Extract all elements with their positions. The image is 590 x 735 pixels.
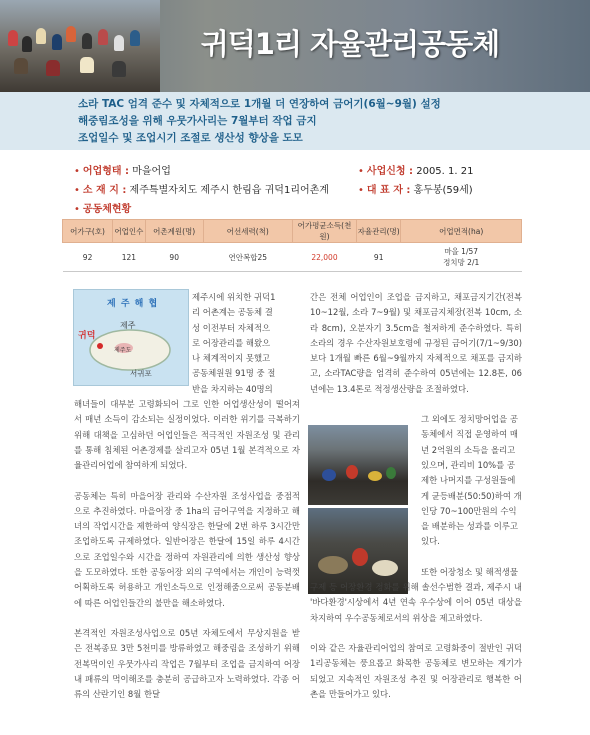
island-label: 제주도 [114, 347, 132, 354]
table-header: 자율관리(명) [357, 220, 401, 243]
table-header: 어선세력(척) [203, 220, 292, 243]
info-date-value: 2005. 1. 21 [416, 166, 474, 177]
right-wrap-line: 게 균등배분(50:50)하여 개 [421, 490, 522, 501]
info-date-label: 사업신청 : [366, 166, 414, 177]
table-header: 어업인수 [113, 220, 146, 243]
page-title: 귀덕1리 자율관리공동체 [200, 27, 500, 61]
area-line: 마을 1/57 [444, 247, 479, 256]
village-label: 귀덕 [78, 331, 96, 341]
summary-line: 소라 TAC 엄격 준수 및 자체적으로 1개월 더 연장하여 금어기(6월~9월) 설정 [78, 98, 441, 110]
summary-line: 해중림조성을 위해 우뭇가사리는 7월부터 작업 금지 [78, 115, 317, 127]
info-location-label: 소 재 지 : [82, 185, 127, 196]
table-cell: 92 [63, 243, 113, 272]
table-header: 어업면적(ha) [401, 220, 522, 243]
left-column [74, 290, 300, 717]
table-row [63, 243, 522, 272]
status-table [62, 219, 522, 272]
table-cell: 121 [113, 243, 146, 272]
table-cell: 22,000 [292, 243, 356, 272]
right-wrap-block [421, 412, 522, 580]
right-wrap-line: 그 외에도 정치망어업을 공 [421, 414, 518, 425]
summary-line: 조업일수 및 조업시기 조절로 생산성 향상을 도모 [78, 132, 303, 144]
left-wrap-line: 성 이전부터 자체적으 [192, 322, 271, 333]
table-cell: 91 [357, 243, 401, 272]
sea-label: 제 주 해 협 [107, 299, 159, 309]
info-location-value: 제주특별자치도 제주시 한림읍 귀덕1리어촌계 [129, 185, 329, 196]
header-banner [0, 0, 590, 92]
table-cell: 연안복합25 [203, 243, 292, 272]
table-cell-area [401, 243, 522, 272]
left-wrap-line: 로 어장관리를 해왔으 [192, 337, 271, 348]
left-paragraph: 본격적인 자원조성사업으로 05년 자체도에서 무상지원을 받은 전복종묘 3만 5천미를 방류하였고 해중림을 조성하기 위해 전복먹이인 우뭇가사리 작업은 7월부터 조업을 금지하여 어장내 패류의 먹이해조를 충분히 공급하고자 노력하였다. 각종 어류의 산란기인 8월 한달 [74, 627, 300, 700]
left-wrap-line: 공동체원원 91명 중 절 [192, 368, 276, 379]
right-paragraph: 간은 전체 어업인이 조업을 금지하고, 채포금지기간(전복 10~12월, 소라 7~9월) 및 채포금지체장(전복 10cm, 소라 8cm), 오분자기 3.5cm을 철저하게 준수하였다. 특히 소라의 경우 수산자원보호령에 규정된 금어기(7/1~9/30)보다 1개월 빠른 6월~9월까지 자체적으로 채포를 금지하고, 소라TAC량을 엄격히 준수하여 05년에는 12.8톤, 06년에는 13.4톤로 적정생산량을 조절하였다. [310, 292, 522, 394]
area-line: 정치망 2/1 [443, 258, 480, 267]
info-location: • 소 재 지 : 제주특별자치도 제주시 한림읍 귀덕1리어촌계 [74, 185, 329, 196]
summary-box [0, 92, 590, 150]
left-paragraph: 공동체는 특히 마을어장 관리와 수산자원 조성사업을 중점적으로 추진하였다. 마을어장 중 1ha의 금어구역을 지정하고 해녀의 작업시간을 제한하여 양식장은 한달에 2번 하루 3시간만 조업하도록 규제하였다. 일반어장은 한달에 15일 하루 4시간으로 조업일수와 시간을 정하여 자원관리에 의한 생산성 향상을 도모하였다. 또한 공동어장 외의 구역에서는 개인이 능력껏 어획하도록 허용하고 개인소득으로 인정해줌으로써 공동분배에 따른 어업인들간의 불만을 해소하였다. [74, 490, 300, 608]
right-wrap-line: 년 2억원의 소득을 올리고 [421, 444, 516, 455]
table-header: 어가구(호) [63, 220, 113, 243]
info-type-label: 어업형태 : [82, 166, 130, 177]
info-date: • 사업신청 : 2005. 1. 21 [358, 166, 474, 177]
info-status-label: 공동체현황 [82, 204, 132, 215]
left-wrap-line: 리 어촌계는 공동체 결 [192, 307, 273, 318]
left-wrap-line: 나 체계적이지 못했고 [192, 353, 271, 364]
spacer [421, 550, 522, 565]
right-wrap-line: 또한 어장청소 및 해적생물 [421, 566, 518, 577]
right-wrap-line: 인당 70~100만원의 수익 [421, 505, 517, 516]
right-wrap-line: 있다. [421, 536, 440, 547]
left-wrap-line: 반을 차지하는 40명의 [192, 383, 273, 394]
south-city-label: 서귀포 [130, 369, 152, 378]
info-rep-value: 홍두봉(59세) [413, 185, 473, 196]
right-paragraph: 구제 등 어장환경 정화를 위해 솔선수범한 결과, 제주시 내 '바다환경'시상에서 4년 연속 우수상에 이어 05년 대상을 차지하여 우수공동체로서의 위상을 제고하였다. [310, 582, 522, 623]
table-cell: 90 [145, 243, 203, 272]
right-wrap-line: 제한 나머지를 구성원들에 [421, 475, 516, 486]
right-wrap-line: 동체에서 직접 운영하여 매 [421, 429, 518, 440]
city-label: 제주 [120, 321, 136, 330]
info-type-value: 마을어업 [132, 166, 171, 177]
left-wrap-line: 제주시에 위치한 귀덕1 [192, 292, 276, 302]
left-paragraph: 해녀들이 대부분 고령화되어 그로 인한 어업생산성이 떨어져서 매년 소득이 감소되는 실정이었다. 이러한 위기를 극복하기 위해 대책을 고심하던 어업인들은 적극적인 자원조성 및 관리를 통해 침체된 어촌경제를 살리고자 05년 1월 본격적으로 자율관리어업에 참여하게 되었다. [74, 399, 300, 471]
info-rep-label: 대 표 자 : [366, 185, 411, 196]
right-column [310, 290, 522, 717]
right-wrap-line: 을 배분하는 성과를 이루고 [421, 521, 518, 532]
table-header: 어가평균소득(천원) [292, 220, 356, 243]
info-type: • 어업형태 : 마을어업 [74, 166, 171, 177]
table-header-row [63, 220, 522, 243]
table-header: 어촌계원(명) [145, 220, 203, 243]
info-status: • 공동체현황 [74, 204, 132, 215]
left-wrap-block [192, 290, 300, 397]
info-rep: • 대 표 자 : 홍두봉(59세) [358, 185, 473, 196]
right-paragraph: 이와 같은 자율관리어업의 참여로 고령화중이 절반인 귀덕1리공동체는 풍요롭고 화목한 공동체로 변모하는 계기가 되었고 지속적인 자원조성 추진 및 어장관리로 행복한 어촌을 만들어가고 있다. [310, 642, 522, 699]
right-wrap-line: 있으며, 관리비 10%를 공 [421, 459, 515, 470]
